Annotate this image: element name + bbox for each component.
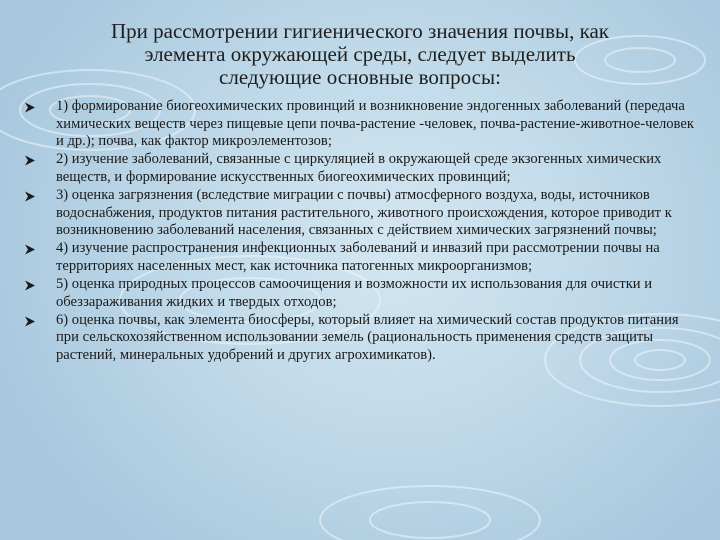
- bullet-text: 5) оценка природных процессов самоочищения и возможности их использования для очистки и обеззараживания жидких и твердых отходов;: [56, 275, 653, 310]
- bullet-item: [24, 98, 694, 151]
- bullet-text: 4) изучение распространения инфекционных заболеваний и инвазий при рассмотрении почвы на территориях населенных мест, как источника патогенных микроорганизмов;: [56, 240, 660, 274]
- bullet-item: [24, 151, 694, 186]
- bullet-text: 1) формирование биогеохимических провинций и возникновение эндогенных заболеваний (передача химических веществ через пищевые цепи почва-растение -человек, почва-растение-животное-человек и др.); почва, как фактор микроэлементозов;: [56, 98, 694, 150]
- arrowhead-bullet-icon: [24, 316, 36, 327]
- bullet-item: [24, 187, 694, 240]
- bullet-text: 6) оценка почвы, как элемента биосферы, который влияет на химический состав продуктов питания при сельскохозяйственном использовании земель (рациональность применения средств защиты растений, минеральных удобрений и других агрохимикатов).: [56, 311, 679, 363]
- title-line: элемента окружающей среды, следует выделить: [144, 42, 576, 66]
- bullet-text: 2) изучение заболеваний, связанные с циркуляцией в окружающей среде экзогенных химических веществ, и формирование искусственных биогеохимических провинций;: [56, 151, 662, 185]
- arrowhead-bullet-icon: [24, 280, 36, 291]
- slide-title: [70, 20, 650, 89]
- bullet-item: [24, 312, 694, 365]
- bullet-list: [24, 98, 694, 365]
- arrowhead-bullet-icon: [24, 155, 36, 166]
- title-line: При рассмотрении гигиенического значения почвы, как: [110, 19, 610, 43]
- arrowhead-bullet-icon: [24, 102, 36, 113]
- arrowhead-bullet-icon: [24, 244, 36, 255]
- bullet-item: [24, 240, 694, 275]
- title-line: следующие основные вопросы:: [219, 65, 501, 89]
- bullet-item: [24, 276, 694, 311]
- arrowhead-bullet-icon: [24, 191, 36, 202]
- bullet-text: 3) оценка загрязнения (вследствие миграции с почвы) атмосферного воздуха, воды, источников водоснабжения, продуктов питания растительного, животного происхождения, которое приводит к возникновению заболеваний населения, связанных с действием химических загрязнений почвы;: [56, 186, 672, 239]
